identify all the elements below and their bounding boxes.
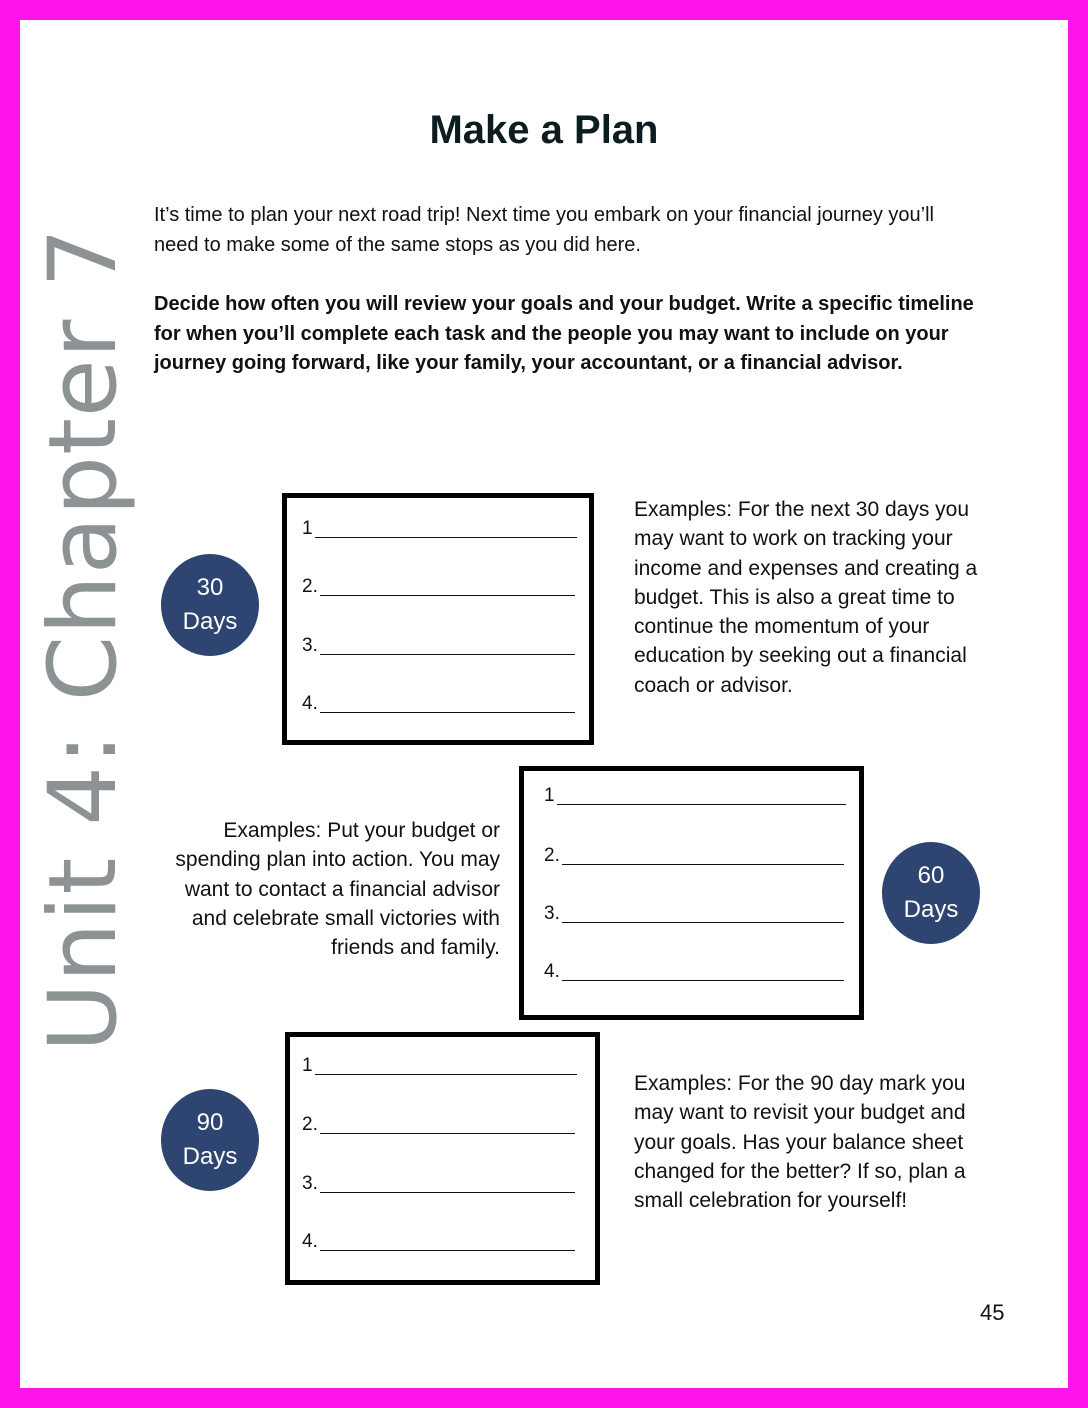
badge-30-days [161, 554, 259, 656]
plan-line-2[interactable]: 2. [302, 1112, 577, 1138]
plan-line-1[interactable]: 1 [544, 783, 846, 809]
example-90-days: Examples: For the 90 day mark you may want to revisit your budget and your goals. Has your balance sheet changed for the better? If so, plan a small celebration for yourself! [634, 1072, 966, 1213]
plan-line-3[interactable]: 3. [302, 1171, 577, 1197]
badge-unit: Days [182, 608, 238, 635]
plan-line-1[interactable]: 1 [302, 1053, 577, 1079]
badge-unit: Days [182, 1143, 238, 1170]
example-30-days: Examples: For the next 30 days you may want to work on tracking your income and expenses and creating a budget. This is also a great time to continue the momentum of your education by seeking out a financial coach or advisor. [634, 498, 978, 697]
badge-number: 90 [196, 1109, 224, 1136]
badge-unit: Days [903, 896, 959, 923]
example-60-days: Examples: Put your budget or spending plan into action. You may want to contact a financial advisor and celebrate small victories with friends and family. [175, 819, 500, 960]
plan-box-30-days [282, 493, 594, 745]
page-title: Make a Plan [429, 108, 659, 152]
unit-chapter-label: Unit 4: Chapter 7 [29, 226, 138, 1052]
plan-box-60-days [519, 766, 864, 1020]
plan-line-3[interactable]: 3. [544, 901, 846, 927]
badge-number: 60 [917, 862, 945, 889]
intro-paragraph: It’s time to plan your next road trip! Next time you embark on your financial journey you’ll need to make some of the same stops as you did here. [154, 204, 934, 256]
badge-60-days [882, 842, 980, 944]
plan-line-2[interactable]: 2. [302, 574, 577, 600]
plan-line-2[interactable]: 2. [544, 843, 846, 869]
plan-box-90-days [285, 1032, 600, 1285]
plan-line-4[interactable]: 4. [302, 691, 577, 717]
plan-line-4[interactable]: 4. [544, 959, 846, 985]
plan-line-3[interactable]: 3. [302, 633, 577, 659]
plan-line-4[interactable]: 4. [302, 1229, 577, 1255]
badge-90-days [161, 1089, 259, 1191]
badge-number: 30 [196, 574, 224, 601]
plan-line-1[interactable]: 1 [302, 516, 577, 542]
instructions-paragraph: Decide how often you will review your goals and your budget. Write a specific timeline for when you’ll complete each task and the people you may want to include on your journey going forward, like your family, your accountant, or a financial advisor. [154, 293, 974, 374]
page-number: 45 [980, 1300, 1005, 1325]
